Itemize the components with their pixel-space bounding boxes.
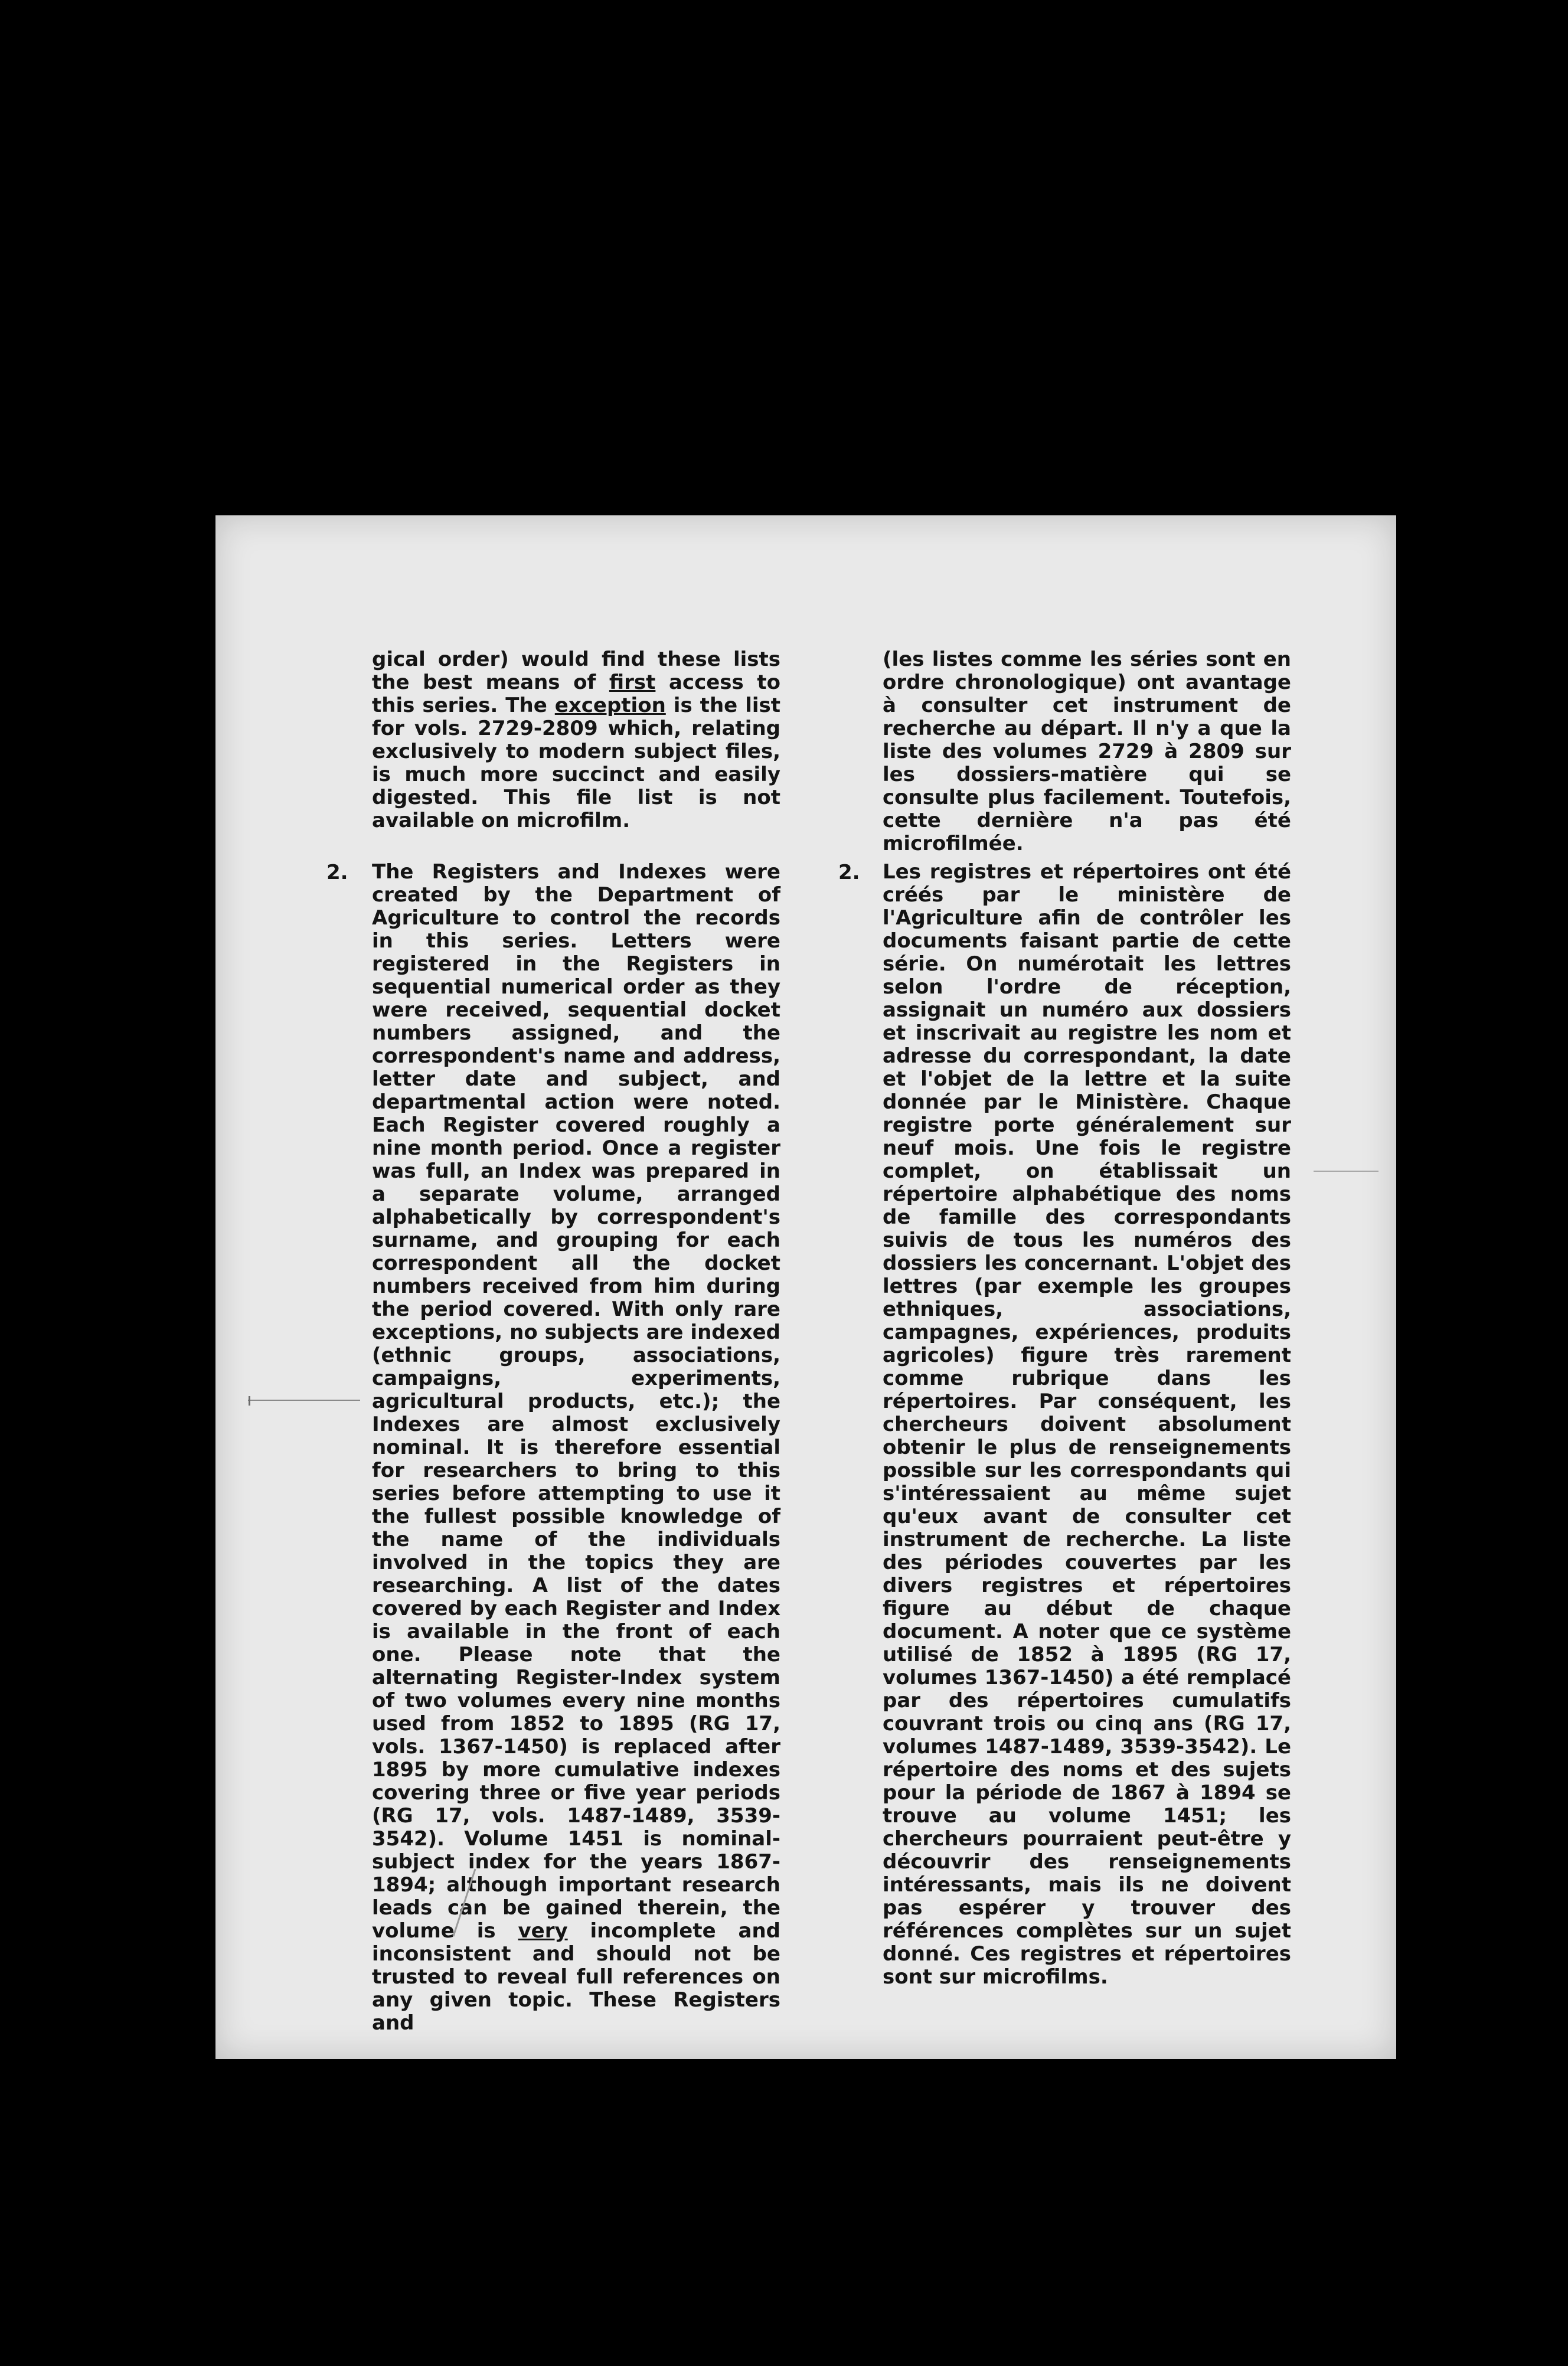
text-run: (les listes comme les séries sont en ordre chronologique) ont avantage à consulter cet instrument de recherche au départ. Il n'y a que la liste des volumes 2729 à 2809 sur les dossiers-matière qui se consulte plus facilement. Toutefois, cette dernière n'a pas été microfilmée. — [883, 648, 1291, 855]
underlined-exception: exception — [554, 694, 666, 717]
item-number-french: 2. — [838, 861, 860, 884]
text-run: Les registres et répertoires ont été créés par le ministère de l'Agriculture afin de contrôler les documents faisant partie de cette série. On numérotait les lettres selon l'ordre de réception, assignait un numéro aux dossiers et inscrivait au registre les nom et adresse du correspondant, la date et l'objet de la lettre et la suite donnée par le Ministère. Chaque registre porte généralement sur neuf mois. Une fois le registre complet, on établissait un répertoire alphabétique des noms de famille des correspondants suivis de tous les numéros des dossiers les concernant. L'objet des lettres (par exemple les groupes ethniques, associations, campagnes, expériences, produits agricoles) figure très rarement comme rubrique dans les répertoires. Par conséquent, les chercheurs doivent absolument obtenir le plus de renseignements possible sur les correspondants qui s'intéressaient au même sujet qu'eux avant de consulter cet instrument de recherche. La liste des périodes couvertes par les divers registres et répertoires figure au début de chaque document. A noter que ce système utilisé de 1852 à 1895 (RG 17, volumes 1367-1450) a été remplacé par des répertoires cumulatifs couvrant trois ou cinq ans (RG 17, volumes 1487-1489, 3539-3542). Le répertoire des noms et des sujets pour la période de 1867 à 1894 se trouve au volume 1451; les chercheurs pourraient peut-être y découvrir des renseignements intéressants, mais ils ne doivent pas espérer y trouver des références complètes sur un sujet donné. Ces registres et répertoires sont sur microfilms. — [883, 860, 1291, 1989]
text-run: The Registers and Indexes were created by the Department of Agriculture to control the records in this series. Letters were registered in the Registers in sequential numerical order as they were received, sequential docket numbers assigned, and the correspondent's name and address, letter date and subject, and departmental action were noted. Each Register covered roughly a nine month period. Once a register was full, an Index was prepared in a separate volume, arranged alphabetically by correspondent's surname, and grouping for each correspondent all the docket numbers received from him during the period covered. With only rare exceptions, no subjects are indexed (ethnic groups, associations, campaigns, experiments, agricultural products, etc.); the Indexes are almost exclusively nominal. It is therefore essential for researchers to bring to this series before attempting to use it the fullest possible knowledge of the name of the individuals involved in the topics they are researching. A list of the dates covered by each Register and Index is available in the front of each one. Please note that the alternating Register-Index system of two volumes every nine months used from 1852 to 1895 (RG 17, vols. 1367-1450) is replaced after 1895 by more cumulative indexes covering three or five year periods (RG 17, vols. 1487-1489, 3539-3542). Volume 1451 is nominal-subject index for the years 1867-1894; although important research leads can be gained therein, the volume is — [372, 860, 780, 1943]
text-run: gical order) would find these lists the best means of — [372, 648, 780, 694]
margin-pencil-line — [248, 1400, 360, 1401]
underlined-very: very — [518, 1919, 568, 1943]
text-run: is the list for vols. 2729-2809 which, relating exclusively to modern subject files, is much more succinct and easily digested. This file list is not available on microfilm. — [372, 694, 781, 832]
text-run: access to this series. The — [372, 671, 781, 717]
document-page — [215, 515, 1396, 2059]
item-number-english: 2. — [326, 861, 348, 884]
margin-mark-right — [1314, 1171, 1378, 1172]
french-paragraph-continued — [883, 648, 1291, 855]
margin-pencil-tick — [249, 1396, 250, 1406]
underlined-first: first — [609, 671, 656, 694]
french-paragraph-registres — [883, 861, 1291, 1989]
english-paragraph-continued — [372, 648, 780, 832]
english-paragraph-registers — [372, 861, 780, 2035]
text-run: incomplete and inconsistent and should not be trusted to reveal full references on any given topic. These Registers and — [372, 1919, 781, 2035]
